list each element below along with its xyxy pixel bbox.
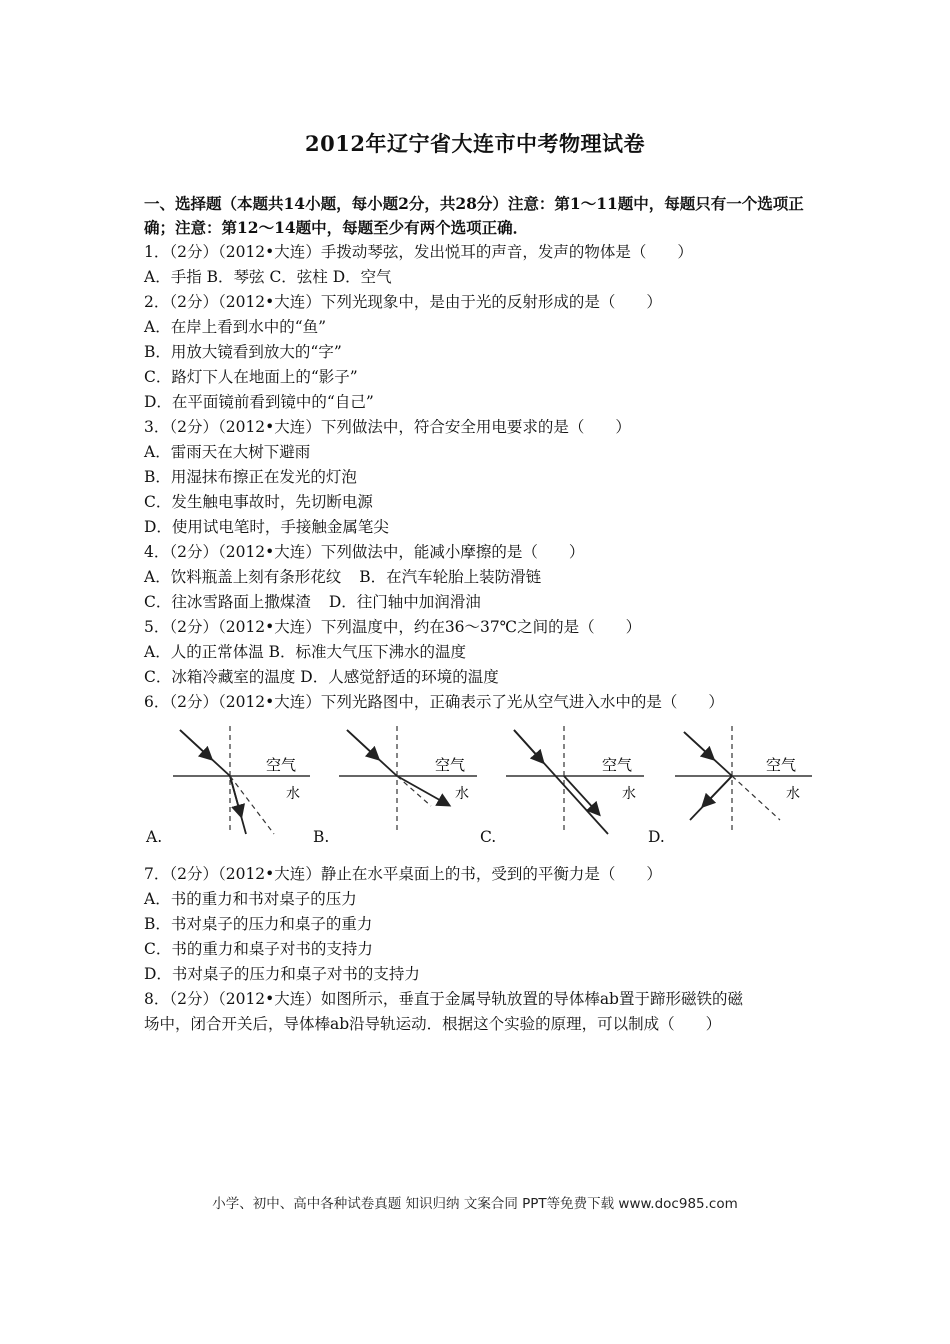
figure-b	[311, 726, 479, 856]
option-line: C．书的重力和桌子对书的支持力	[144, 940, 373, 958]
figure-a	[144, 726, 312, 856]
figure-d	[646, 726, 814, 856]
label-air: 空气	[266, 756, 297, 774]
label-air: 空气	[602, 756, 633, 774]
option-line: B．用湿抹布擦正在发光的灯泡	[144, 468, 357, 486]
question-line: 4．（2分）（2012•大连）下列做法中，能减小摩擦的是（ ）	[144, 543, 585, 561]
option-line: C．发生触电事故时，先切断电源	[144, 493, 373, 511]
option-line: B．用放大镜看到放大的“字”	[144, 343, 342, 361]
question-line: 场中，闭合开关后，导体棒ab沿导轨运动．根据这个实验的原理，可以制成（ ）	[144, 1015, 722, 1033]
ray-diagram-a	[144, 726, 312, 836]
label-air: 空气	[766, 756, 797, 774]
option-line: A．人的正常体温 B．标准大气压下沸水的温度	[144, 643, 467, 661]
question-line: 7．（2分）（2012•大连）静止在水平桌面上的书，受到的平衡力是（ ）	[144, 865, 662, 883]
ray-diagram-d	[646, 726, 814, 836]
option-right: B．在汽车轮胎上装防滑链	[359, 568, 542, 586]
question-line: 8．（2分）（2012•大连）如图所示，垂直于金属导轨放置的导体棒ab置于蹄形磁铁的磁	[144, 990, 743, 1008]
option-line: C．冰箱冷藏室的温度 D．人感觉舒适的环境的温度	[144, 668, 499, 686]
question-line: 5．（2分）（2012•大连）下列温度中，约在36～37℃之间的是（ ）	[144, 618, 642, 636]
ray-diagram-b	[311, 726, 479, 836]
question-line: 6．（2分）（2012•大连）下列光路图中，正确表示了光从空气进入水中的是（ ）	[144, 693, 724, 711]
label-water: 水	[286, 786, 300, 802]
light-path-figures	[144, 726, 824, 856]
figure-label: C.	[480, 828, 497, 846]
label-air: 空气	[435, 756, 466, 774]
questions-block-2	[144, 862, 812, 1037]
figure-label: B.	[313, 828, 330, 846]
option-line	[144, 590, 812, 615]
figure-c	[478, 726, 646, 856]
question-line: 3．（2分）（2012•大连）下列做法中，符合安全用电要求的是（ ）	[144, 418, 631, 436]
label-water: 水	[786, 786, 800, 802]
label-water: 水	[622, 786, 636, 802]
question-line: 1．（2分）（2012•大连）手拨动琴弦，发出悦耳的声音，发声的物体是（ ）	[144, 243, 693, 261]
option-line: A．在岸上看到水中的“鱼”	[144, 318, 327, 336]
questions-block-1	[144, 240, 812, 715]
option-line: A．书的重力和书对桌子的压力	[144, 890, 357, 908]
question-line: 2．（2分）（2012•大连）下列光现象中，是由于光的反射形成的是（ ）	[144, 293, 662, 311]
ray-diagram-c	[478, 726, 646, 836]
option-line: D．在平面镜前看到镜中的“自己”	[144, 393, 374, 411]
option-line	[144, 565, 812, 590]
option-line: C．路灯下人在地面上的“影子”	[144, 368, 358, 386]
option-line: D．书对桌子的压力和桌子对书的支持力	[144, 965, 420, 983]
option-line: D．使用试电笔时，手接触金属笔尖	[144, 518, 389, 536]
page-footer: 小学、初中、高中各种试卷真题 知识归纳 文案合同 PPT等免费下载 www.doc985.com	[212, 1196, 738, 1212]
label-water: 水	[455, 786, 469, 802]
option-right: D．往门轴中加润滑油	[328, 593, 481, 611]
figure-label: D.	[648, 828, 665, 846]
section-heading: 一、选择题（本题共14小题，每小题2分，共28分）注意：第1～11题中，每题只有一个选项正确；注意：第12～14题中，每题至少有两个选项正确．	[144, 194, 804, 237]
option-left: A．饮料瓶盖上刻有条形花纹	[144, 568, 342, 586]
option-line: B．书对桌子的压力和桌子的重力	[144, 915, 373, 933]
option-line: A．雷雨天在大树下避雨	[144, 443, 311, 461]
option-line: A．手指 B．琴弦 C．弦柱 D．空气	[144, 268, 392, 286]
option-left: C．往冰雪路面上撒煤渣	[144, 593, 311, 611]
figure-label: A.	[146, 828, 163, 846]
page-title: 2012年辽宁省大连市中考物理试卷	[305, 131, 645, 156]
